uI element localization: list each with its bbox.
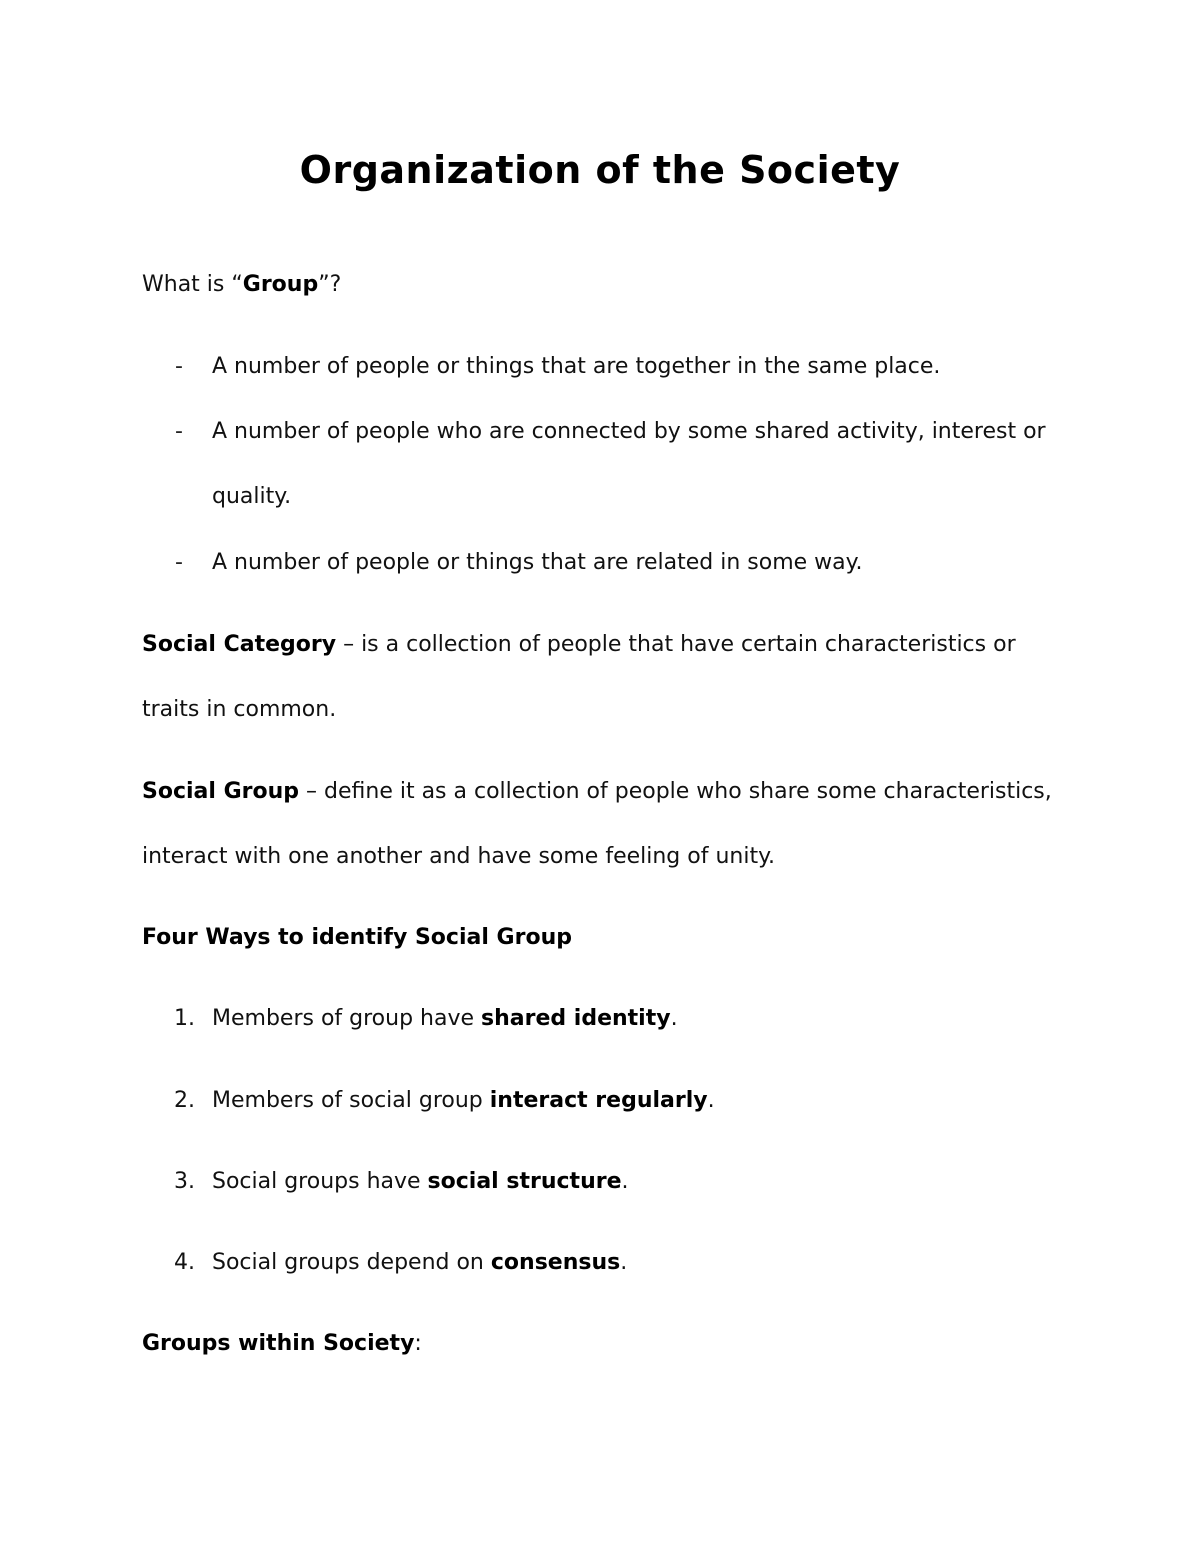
- definition-3: A number of people or things that are related in some way.: [212, 550, 863, 575]
- social-group-line-1: [142, 777, 1052, 807]
- social-group-text: – define it as a collection of people who share some characteristics,: [299, 779, 1052, 804]
- list-item-1-suffix: .: [670, 1006, 678, 1031]
- group-question: [142, 270, 341, 300]
- groups-within-heading: [142, 1329, 422, 1359]
- list-item-2-suffix: .: [707, 1088, 715, 1113]
- group-question-term: Group: [242, 272, 319, 297]
- list-item-2-text: Members of social group: [212, 1088, 490, 1113]
- definition-2-line-1: A number of people who are connected by some shared activity, interest or: [212, 419, 1046, 444]
- group-question-suffix: ”?: [318, 272, 342, 297]
- list-item-4-suffix: .: [620, 1250, 628, 1275]
- document-title: Organization of the Society: [299, 148, 901, 192]
- list-item-4-text: Social groups depend on: [212, 1250, 491, 1275]
- list-item-1-emphasis: shared identity: [481, 1006, 671, 1031]
- list-item-3-emphasis: social structure: [427, 1169, 622, 1194]
- list-item-number-2: 2.: [174, 1088, 195, 1113]
- list-item-2: [212, 1086, 715, 1116]
- list-item-4-emphasis: consensus: [490, 1250, 621, 1275]
- list-item-number-4: 4.: [174, 1250, 195, 1275]
- social-group-line-2: interact with one another and have some feeling of unity.: [142, 844, 775, 869]
- social-group-term: Social Group: [142, 779, 300, 804]
- social-category-term: Social Category: [142, 632, 337, 657]
- four-ways-heading: Four Ways to identify Social Group: [142, 925, 572, 950]
- definition-bullet-2: -: [175, 419, 183, 444]
- list-item-number-3: 3.: [174, 1169, 195, 1194]
- social-category-line-2: traits in common.: [142, 697, 337, 722]
- list-item-1: [212, 1004, 678, 1034]
- list-item-3-text: Social groups have: [212, 1169, 428, 1194]
- definition-bullet-1: -: [175, 354, 183, 379]
- list-item-3: [212, 1167, 629, 1197]
- list-item-number-1: 1.: [174, 1006, 195, 1031]
- group-question-prefix: What is “: [142, 272, 243, 297]
- list-item-2-emphasis: interact regularly: [489, 1088, 708, 1113]
- groups-within-colon: :: [414, 1331, 422, 1356]
- social-category-text: – is a collection of people that have certain characteristics or: [336, 632, 1016, 657]
- groups-within-term: Groups within Society: [142, 1331, 415, 1356]
- social-category-line-1: [142, 630, 1016, 660]
- list-item-1-text: Members of group have: [212, 1006, 482, 1031]
- definition-1: A number of people or things that are together in the same place.: [212, 354, 941, 379]
- definition-2-line-2: quality.: [212, 484, 292, 509]
- list-item-3-suffix: .: [621, 1169, 629, 1194]
- definition-bullet-3: -: [175, 550, 183, 575]
- list-item-4: [212, 1248, 627, 1278]
